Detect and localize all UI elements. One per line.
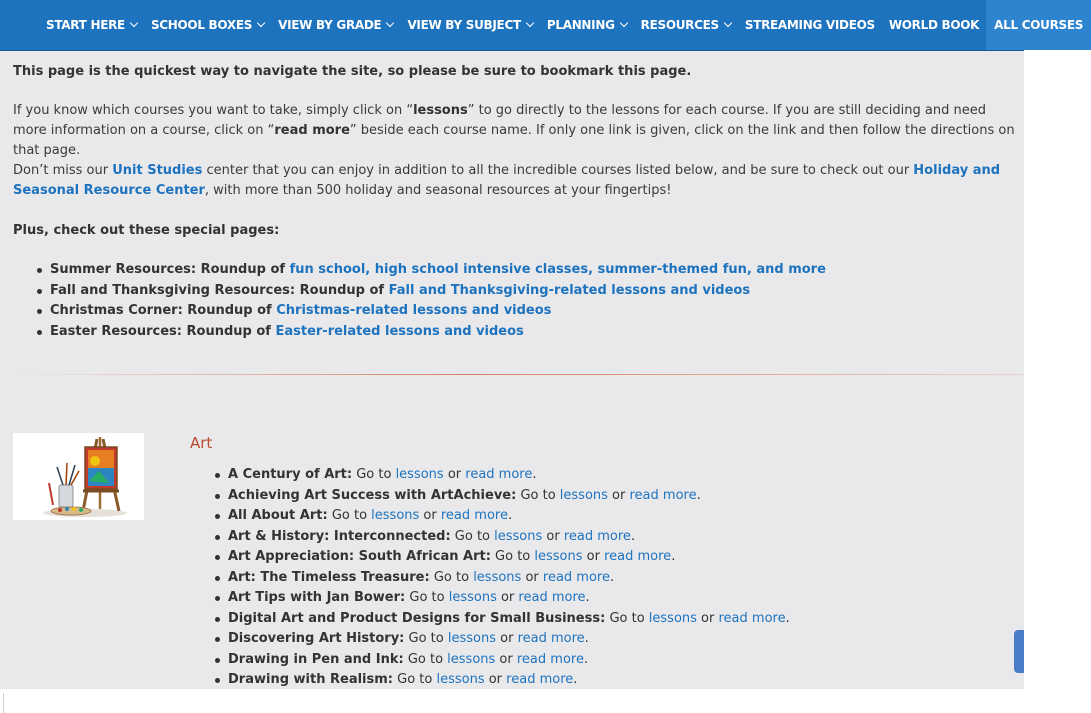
course-name: Achieving Art Success with ArtAchieve: — [228, 487, 517, 503]
special-page-link[interactable]: Fall and Thanksgiving-related lessons and videos — [388, 282, 751, 298]
nav-item-streaming-videos[interactable] — [738, 0, 882, 50]
holiday-resource-center-link[interactable]: Holiday and Seasonal Resource Center — [13, 163, 1001, 198]
special-page-link[interactable]: Easter-related lessons and videos — [275, 323, 524, 339]
unit-text-b: center that you can enjoy in addition to all the incredible courses listed below, and be sure to check out our — [202, 163, 914, 178]
lessons-link[interactable]: lessons — [559, 487, 608, 503]
course-name: Drawing with Realism: — [228, 672, 393, 687]
special-pages-heading: Plus, check out these special pages: — [13, 223, 280, 238]
or-text: or — [484, 672, 507, 687]
read-more-link[interactable]: read more — [516, 651, 584, 667]
bookmark-notice: This page is the quickest way to navigate the site, so please be sure to bookmark this page. — [13, 64, 692, 79]
read-more-link[interactable]: read more — [518, 590, 586, 605]
lessons-link[interactable]: lessons — [448, 590, 497, 605]
period-text: . — [583, 651, 589, 667]
course-name: All About Art: — [228, 508, 328, 523]
feedback-side-tab[interactable] — [1014, 630, 1024, 673]
course-item — [228, 650, 790, 671]
go-to-text: Go to — [405, 590, 449, 605]
bottom-bar — [0, 689, 1024, 713]
period-text: . — [785, 610, 790, 626]
nav-item-label: VIEW BY GRADE — [278, 18, 382, 32]
unit-text-a: Don’t miss our — [13, 163, 113, 178]
chevron-down-icon — [619, 19, 627, 27]
course-item — [228, 547, 790, 568]
lessons-link[interactable]: lessons — [648, 610, 697, 626]
read-more-link[interactable]: read more — [542, 569, 610, 585]
period-text: . — [671, 549, 676, 564]
read-more-link[interactable]: read more — [517, 631, 585, 646]
go-to-text: Go to — [429, 569, 474, 585]
period-text: . — [585, 590, 590, 605]
period-text: . — [696, 487, 701, 503]
lessons-link[interactable]: lessons — [473, 569, 522, 585]
course-item — [228, 465, 790, 486]
course-name: A Century of Art: — [228, 467, 353, 482]
nav-item-start-here[interactable] — [46, 0, 144, 50]
instructions-readmore-term: read more — [274, 123, 350, 138]
instructions-paragraph — [13, 101, 1023, 161]
instructions-lessons-term: lessons — [413, 103, 468, 118]
or-text: or — [607, 487, 630, 503]
special-page-item — [50, 281, 826, 302]
course-name: Art: The Timeless Treasure: — [228, 569, 430, 585]
or-text: or — [443, 467, 466, 482]
unit-studies-paragraph — [13, 161, 1013, 201]
special-page-link[interactable]: Christmas-related lessons and videos — [276, 303, 552, 318]
read-more-link[interactable]: read more — [506, 672, 574, 687]
go-to-text: Go to — [392, 672, 437, 687]
go-to-text: Go to — [605, 610, 649, 626]
nav-item-label: ALL COURSES — [994, 18, 1084, 32]
read-more-link[interactable]: read more — [563, 528, 631, 544]
nav-item-view-by-grade[interactable] — [271, 0, 400, 50]
instructions-text-b: ” to go directly to the lessons for each course. If you are still deciding and need more information on a course, click on “ — [13, 103, 986, 138]
special-page-label: Summer Resources: Roundup of — [50, 262, 290, 277]
course-name: Art & History: Interconnected: — [228, 528, 451, 544]
course-name: Art Appreciation: South African Art: — [228, 549, 491, 564]
or-text: or — [495, 651, 517, 667]
chevron-down-icon — [130, 19, 138, 27]
nav-item-label: RESOURCES — [640, 18, 719, 32]
go-to-text: Go to — [490, 549, 535, 564]
go-to-text: Go to — [403, 651, 448, 667]
lessons-link[interactable]: lessons — [494, 528, 543, 544]
course-item — [228, 629, 790, 650]
chevron-down-icon — [526, 19, 534, 27]
read-more-link[interactable]: read more — [604, 549, 672, 564]
course-item — [228, 670, 790, 691]
art-section-title: Art — [190, 434, 213, 452]
or-text: or — [542, 528, 564, 544]
course-item — [228, 486, 790, 507]
nav-item-label: PLANNING — [546, 18, 615, 32]
course-name: Art Tips with Jan Bower: — [228, 590, 406, 605]
period-text: . — [630, 528, 636, 544]
period-text: . — [532, 467, 537, 482]
period-text: . — [584, 631, 589, 646]
or-text: or — [496, 631, 518, 646]
course-item — [228, 527, 790, 548]
lessons-link[interactable]: lessons — [447, 651, 496, 667]
chevron-down-icon — [724, 19, 732, 27]
nav-item-resources[interactable] — [634, 0, 738, 50]
nav-item-label: START HERE — [46, 18, 125, 32]
go-to-text: Go to — [352, 467, 396, 482]
course-name: Digital Art and Product Designs for Small Business: — [228, 610, 606, 626]
go-to-text: Go to — [404, 631, 448, 646]
unit-studies-link[interactable]: Unit Studies — [112, 163, 203, 178]
nav-item-planning[interactable] — [540, 0, 634, 50]
read-more-link[interactable]: read more — [440, 508, 508, 523]
course-item — [228, 506, 790, 527]
section-divider — [13, 374, 1024, 375]
lessons-link[interactable]: lessons — [371, 508, 420, 523]
go-to-text: Go to — [327, 508, 372, 523]
course-item — [228, 568, 790, 589]
nav-item-world-book[interactable] — [882, 0, 986, 50]
nav-item-school-boxes[interactable] — [144, 0, 271, 50]
period-text: . — [507, 508, 513, 523]
art-course-list — [228, 465, 790, 691]
period-text: . — [609, 569, 615, 585]
or-text: or — [521, 569, 543, 585]
lessons-link[interactable]: lessons — [534, 549, 583, 564]
bottom-edge-mark — [3, 693, 4, 713]
or-text: or — [419, 508, 441, 523]
unit-text-c: , with more than 500 holiday and seasonal resources at your fingertips! — [204, 183, 672, 198]
main-navbar — [0, 0, 1084, 51]
chevron-down-icon — [257, 19, 265, 27]
special-page-label: Christmas Corner: Roundup of — [50, 303, 277, 318]
nav-menu — [46, 0, 1091, 50]
read-more-link[interactable]: read more — [465, 467, 533, 482]
nav-item-label: STREAMING VIDEOS — [744, 18, 875, 32]
course-name: Discovering Art History: — [228, 631, 405, 646]
course-item — [228, 609, 790, 630]
special-page-label: Fall and Thanksgiving Resources: Roundup of — [50, 282, 389, 298]
or-text: or — [496, 590, 519, 605]
instructions-text-a: If you know which courses you want to take, simply click on “ — [13, 103, 414, 118]
nav-item-label: SCHOOL BOXES — [150, 18, 253, 32]
nav-item-all-courses[interactable] — [986, 0, 1091, 50]
special-page-item — [50, 322, 826, 343]
nav-item-view-by-subject[interactable] — [400, 0, 539, 50]
period-text: . — [573, 672, 578, 687]
read-more-link[interactable]: read more — [629, 487, 697, 503]
easel-illustration — [13, 433, 144, 520]
chevron-down-icon — [386, 19, 394, 27]
or-text: or — [696, 610, 719, 626]
art-easel-image[interactable] — [13, 433, 144, 520]
special-page-item — [50, 260, 826, 281]
special-page-item — [50, 301, 826, 322]
instructions-text-c: ” beside each course name. If only one link is given, click on the link and then follow the directions on that page. — [13, 123, 1015, 158]
special-page-link[interactable]: fun school, high school intensive classes, summer-themed fun, and more — [289, 262, 826, 277]
course-name: Drawing in Pen and Ink: — [228, 651, 404, 667]
go-to-text: Go to — [450, 528, 495, 544]
read-more-link[interactable]: read more — [718, 610, 786, 626]
go-to-text: Go to — [516, 487, 560, 503]
lessons-link[interactable]: lessons — [447, 631, 496, 646]
lessons-link[interactable]: lessons — [436, 672, 485, 687]
course-item — [228, 588, 790, 609]
nav-item-label: VIEW BY SUBJECT — [407, 18, 521, 32]
special-pages-list — [13, 260, 826, 342]
lessons-link[interactable]: lessons — [395, 467, 444, 482]
nav-item-label: WORLD BOOK — [888, 18, 980, 32]
or-text: or — [582, 549, 605, 564]
special-page-label: Easter Resources: Roundup of — [50, 323, 276, 339]
